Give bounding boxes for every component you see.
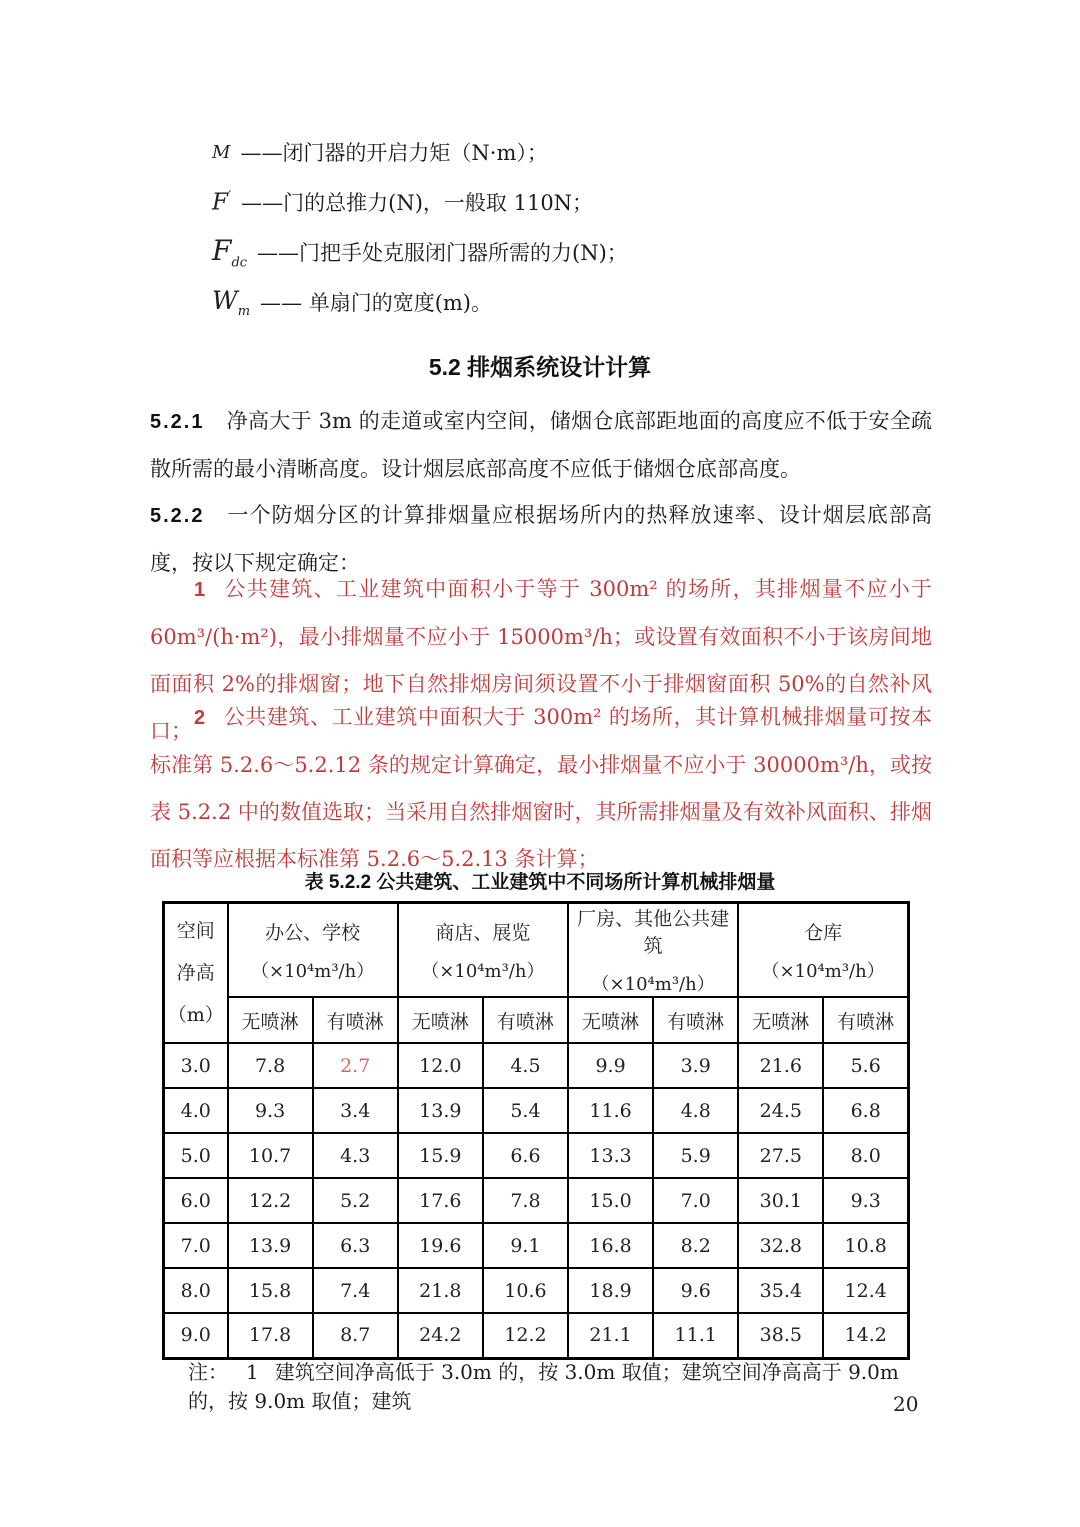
- cell-exhaust-volume: 13.9: [228, 1223, 313, 1268]
- group-header-shop-exhibition: 商店、展览 （×10⁴m³/h）: [398, 903, 568, 998]
- cell-exhaust-volume: 12.0: [398, 1043, 483, 1088]
- subheader-sprinkler: 有喷淋: [313, 997, 398, 1043]
- smoke-exhaust-volume-table: [162, 901, 910, 1360]
- cell-exhaust-volume: 14.2: [823, 1313, 908, 1358]
- clause-number: 5.2.1: [150, 411, 205, 433]
- cell-exhaust-volume: 13.3: [568, 1133, 653, 1178]
- table-group-header-row: [164, 903, 909, 998]
- cell-clear-height: 3.0: [164, 1043, 228, 1088]
- subheader-sprinkler: 有喷淋: [653, 997, 738, 1043]
- item-text: 公共建筑、工业建筑中面积小于等于 300m² 的场所，其排烟量不应小于 60m³/(h·m²)，最小排烟量不应小于 15000m³/h；或设置有效面积不小于该房间地面面积 2%的排烟窗；地下自然排烟房间须设置不小于排烟窗面积 50%的自然补风口；: [150, 577, 932, 743]
- cell-exhaust-volume: 15.9: [398, 1133, 483, 1178]
- table-subheader-row: [164, 997, 909, 1043]
- math-symbol: M: [212, 141, 231, 163]
- definition-text: —— 单扇门的宽度(m)。: [260, 291, 493, 315]
- cell-exhaust-volume: 27.5: [738, 1133, 823, 1178]
- cell-exhaust-volume: 3.9: [653, 1043, 738, 1088]
- cell-exhaust-volume: 2.7: [313, 1043, 398, 1088]
- cell-exhaust-volume: 4.8: [653, 1088, 738, 1133]
- subheader-no-sprinkler: 无喷淋: [228, 997, 313, 1043]
- cell-exhaust-volume: 12.2: [228, 1178, 313, 1223]
- page-number: 20: [893, 1392, 919, 1416]
- subheader-no-sprinkler: 无喷淋: [398, 997, 483, 1043]
- table-row: [164, 1268, 909, 1313]
- cell-clear-height: 7.0: [164, 1223, 228, 1268]
- definition-line: [212, 227, 628, 277]
- corner-line: 净高: [176, 962, 215, 984]
- table-row: [164, 1223, 909, 1268]
- section-heading: 5.2 排烟系统设计计算: [428, 354, 652, 380]
- cell-exhaust-volume: 16.8: [568, 1223, 653, 1268]
- cell-exhaust-volume: 24.2: [398, 1313, 483, 1358]
- cell-exhaust-volume: 9.6: [653, 1268, 738, 1313]
- subheader-no-sprinkler: 无喷淋: [568, 997, 653, 1043]
- cell-exhaust-volume: 10.6: [483, 1268, 568, 1313]
- subheader-no-sprinkler: 无喷淋: [738, 997, 823, 1043]
- cell-exhaust-volume: 7.0: [653, 1178, 738, 1223]
- definition-text: ——门的总推力(N)，一般取 110N；: [241, 191, 594, 215]
- table-note: [188, 1356, 932, 1414]
- cell-exhaust-volume: 24.5: [738, 1088, 823, 1133]
- clause-number: 5.2.2: [150, 505, 205, 527]
- cell-exhaust-volume: 8.2: [653, 1223, 738, 1268]
- item-number: 2: [194, 707, 206, 729]
- cell-exhaust-volume: 8.7: [313, 1313, 398, 1358]
- cell-exhaust-volume: 9.9: [568, 1043, 653, 1088]
- cell-exhaust-volume: 21.8: [398, 1268, 483, 1313]
- cell-clear-height: 9.0: [164, 1313, 228, 1358]
- cell-exhaust-volume: 11.6: [568, 1088, 653, 1133]
- cell-clear-height: 8.0: [164, 1268, 228, 1313]
- cell-exhaust-volume: 7.8: [483, 1178, 568, 1223]
- table-row: [164, 1178, 909, 1223]
- table-title: 表 5.2.2 公共建筑、工业建筑中不同场所计算机械排烟量: [304, 872, 776, 893]
- cell-exhaust-volume: 7.4: [313, 1268, 398, 1313]
- cell-exhaust-volume: 12.2: [483, 1313, 568, 1358]
- cell-exhaust-volume: 21.1: [568, 1313, 653, 1358]
- cell-exhaust-volume: 30.1: [738, 1178, 823, 1223]
- cell-clear-height: 6.0: [164, 1178, 228, 1223]
- cell-exhaust-volume: 11.1: [653, 1313, 738, 1358]
- cell-exhaust-volume: 5.4: [483, 1088, 568, 1133]
- cell-exhaust-volume: 9.3: [228, 1088, 313, 1133]
- group-header-factory-public: 厂房、其他公共建筑 （×10⁴m³/h）: [568, 903, 738, 998]
- symbol-definitions: [212, 127, 628, 327]
- cell-exhaust-volume: 32.8: [738, 1223, 823, 1268]
- cell-exhaust-volume: 9.1: [483, 1223, 568, 1268]
- item-number: 1: [194, 579, 206, 601]
- table-corner-cell: [164, 903, 228, 1044]
- cell-exhaust-volume: 7.8: [228, 1043, 313, 1088]
- cell-exhaust-volume: 4.3: [313, 1133, 398, 1178]
- definition-line: [212, 277, 628, 327]
- subheader-sprinkler: 有喷淋: [823, 997, 908, 1043]
- red-item-2: [150, 694, 932, 883]
- cell-exhaust-volume: 6.8: [823, 1088, 908, 1133]
- definition-text: ——门把手处克服闭门器所需的力(N)；: [257, 241, 628, 265]
- cell-exhaust-volume: 6.6: [483, 1133, 568, 1178]
- cell-exhaust-volume: 4.5: [483, 1043, 568, 1088]
- group-header-office-school: 办公、学校 （×10⁴m³/h）: [228, 903, 398, 998]
- cell-exhaust-volume: 9.3: [823, 1178, 908, 1223]
- note-text: 建筑空间净高低于 3.0m 的，按 3.0m 取值；建筑空间净高高于 9.0m 的，按 9.0m 取值；建筑: [188, 1360, 899, 1413]
- cell-exhaust-volume: 17.8: [228, 1313, 313, 1358]
- cell-clear-height: 4.0: [164, 1088, 228, 1133]
- math-symbol: $W_m$: [212, 285, 251, 319]
- cell-exhaust-volume: 8.0: [823, 1133, 908, 1178]
- corner-line: （m）: [167, 1004, 224, 1026]
- cell-exhaust-volume: 13.9: [398, 1088, 483, 1133]
- note-prefix: 注：: [188, 1360, 228, 1384]
- cell-exhaust-volume: 12.4: [823, 1268, 908, 1313]
- cell-exhaust-volume: 18.9: [568, 1268, 653, 1313]
- math-symbol: $F_{dc}$: [212, 233, 248, 271]
- cell-exhaust-volume: 15.0: [568, 1178, 653, 1223]
- cell-exhaust-volume: 5.6: [823, 1043, 908, 1088]
- table-row: [164, 1043, 909, 1088]
- cell-exhaust-volume: 5.2: [313, 1178, 398, 1223]
- corner-line: 空间: [176, 920, 215, 942]
- cell-exhaust-volume: 35.4: [738, 1268, 823, 1313]
- item-text: 公共建筑、工业建筑中面积大于 300m² 的场所，其计算机械排烟量可按本标准第 5.2.6～5.2.12 条的规定计算确定，最小排烟量不应小于 30000m³/h，或按表 5.2.2 中的数值选取；当采用自然排烟窗时，其所需排烟量及有效补风面积、排烟面积等应根据本标准第 5.2.6～5.2.13 条计算；: [150, 705, 932, 871]
- cell-exhaust-volume: 19.6: [398, 1223, 483, 1268]
- cell-clear-height: 5.0: [164, 1133, 228, 1178]
- cell-exhaust-volume: 38.5: [738, 1313, 823, 1358]
- clause-5-2-1: [150, 398, 932, 493]
- clause-text: 一个防烟分区的计算排烟量应根据场所内的热释放速率、设计烟层底部高度，按以下规定确定：: [150, 503, 932, 575]
- subheader-sprinkler: 有喷淋: [483, 997, 568, 1043]
- cell-exhaust-volume: 5.9: [653, 1133, 738, 1178]
- cell-exhaust-volume: 6.3: [313, 1223, 398, 1268]
- cell-exhaust-volume: 3.4: [313, 1088, 398, 1133]
- definition-line: [212, 177, 628, 227]
- group-header-warehouse: 仓库 （×10⁴m³/h）: [738, 903, 908, 998]
- note-number: 1: [246, 1360, 259, 1384]
- table-row: [164, 1133, 909, 1178]
- cell-exhaust-volume: 15.8: [228, 1268, 313, 1313]
- table-row: [164, 1088, 909, 1133]
- definition-line: [212, 127, 628, 177]
- clause-text: 净高大于 3m 的走道或室内空间，储烟仓底部距地面的高度应不低于安全疏散所需的最小清晰高度。设计烟层底部高度不应低于储烟仓底部高度。: [150, 409, 932, 481]
- table-row: [164, 1313, 909, 1358]
- cell-exhaust-volume: 10.7: [228, 1133, 313, 1178]
- math-symbol: F′: [212, 188, 232, 216]
- cell-exhaust-volume: 21.6: [738, 1043, 823, 1088]
- cell-exhaust-volume: 10.8: [823, 1223, 908, 1268]
- definition-text: ——闭门器的开启力矩（N·m）；: [240, 141, 548, 165]
- cell-exhaust-volume: 17.6: [398, 1178, 483, 1223]
